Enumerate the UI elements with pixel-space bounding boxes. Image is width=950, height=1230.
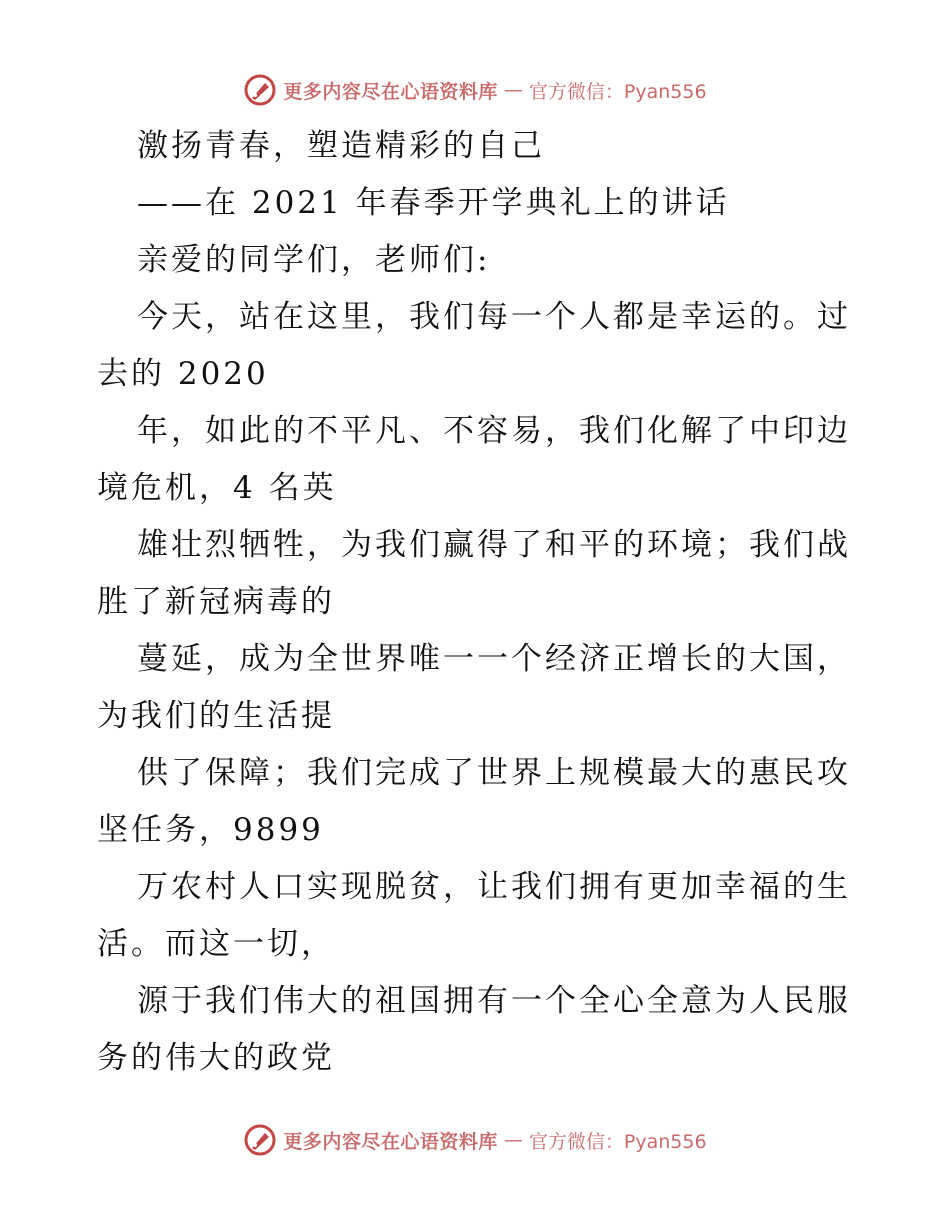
salutation: 亲爱的同学们，老师们: [137, 242, 491, 278]
document-subtitle: ——在 2021 年春季开学典礼上的讲话 [137, 185, 730, 221]
paragraph-line: 今天，站在这里，我们每一个人都是幸运的。过 [137, 299, 851, 335]
pen-nib-logo-icon [243, 73, 277, 107]
paragraph-line: 供了保障；我们完成了世界上规模最大的惠民攻 [137, 755, 851, 791]
paragraph-line: 万农村人口实现脱贫，让我们拥有更加幸福的生 [137, 869, 851, 905]
watermark-separator: — [503, 1129, 523, 1151]
header-watermark [0, 70, 950, 110]
watermark-wechat-text: 官方微信：Pyan556 [528, 80, 707, 103]
paragraph-line: 坚任务，9899 [97, 812, 324, 848]
paragraph-line: 务的伟大的政党 [97, 1040, 335, 1076]
watermark-wechat-text: 官方微信：Pyan556 [528, 1130, 707, 1153]
watermark-separator: — [503, 79, 523, 101]
document-body [97, 118, 857, 1087]
paragraph-line: 年，如此的不平凡、不容易，我们化解了中印边 [137, 413, 851, 449]
paragraph-line: 为我们的生活提 [97, 698, 335, 734]
footer-watermark [0, 1120, 950, 1160]
paragraph-line: 胜了新冠病毒的 [97, 584, 335, 620]
watermark-site-text: 更多内容尽在心语资料库 [283, 80, 498, 103]
paragraph-line: 活。而这一切， [97, 926, 335, 962]
paragraph-line: 雄壮烈牺牲，为我们赢得了和平的环境；我们战 [137, 527, 851, 563]
document-title: 激扬青春，塑造精彩的自己 [137, 128, 545, 164]
paragraph-line: 去的 2020 [97, 356, 269, 392]
paragraph-line: 源于我们伟大的祖国拥有一个全心全意为人民服 [137, 983, 851, 1019]
watermark-site-text: 更多内容尽在心语资料库 [283, 1130, 498, 1153]
pen-nib-logo-icon [243, 1123, 277, 1157]
paragraph-line: 境危机，4 名英 [97, 470, 337, 506]
paragraph-line: 蔓延，成为全世界唯一一个经济正增长的大国， [137, 641, 851, 677]
